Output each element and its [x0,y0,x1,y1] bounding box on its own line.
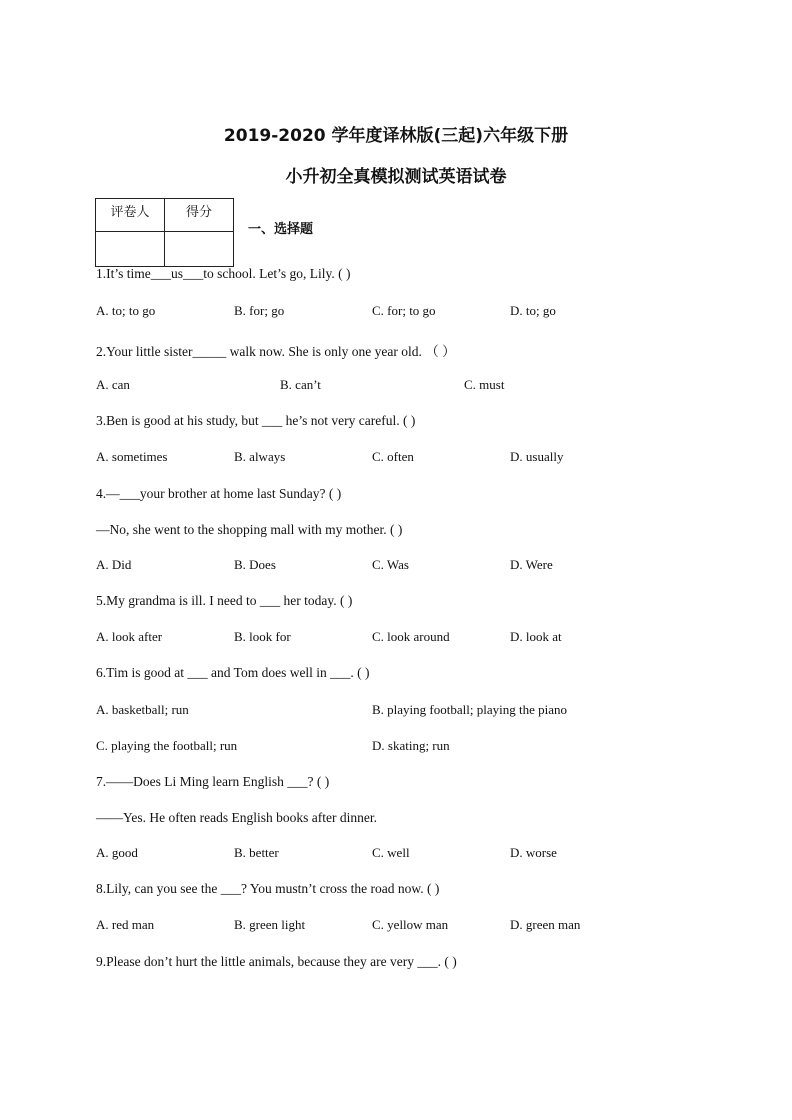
question-4-stem-reply: —No, she went to the shopping mall with my mother. ( ) [96,522,403,537]
question-5-option-c: C. look around [372,629,450,644]
question-7-option-c: C. well [372,845,410,860]
question-6-option-a: A. basketball; run [96,702,189,717]
question-3-option-a: A. sometimes [96,449,168,464]
question-6-option-b: B. playing football; playing the piano [372,702,567,717]
question-1-option-b: B. for; go [234,303,285,318]
question-1-option-c: C. for; to go [372,303,436,318]
question-7-stem: 7.——Does Li Ming learn English ___? ( ) [96,774,330,789]
question-6-option-c: C. playing the football; run [96,738,238,753]
question-8-option-c: C. yellow man [372,917,449,932]
question-3-option-d: D. usually [510,449,564,464]
question-4-option-b: B. Does [234,557,276,572]
question-1-stem: 1.It’s time___us___to school. Let’s go, Lily. ( ) [96,266,351,281]
question-5-stem: 5.My grandma is ill. I need to ___ her today. ( ) [96,593,353,608]
grader-header: 评卷人 [96,199,165,232]
question-3-option-c: C. often [372,449,414,464]
question-4-option-a: A. Did [96,557,132,572]
exam-title-line2: 小升初全真模拟测试英语试卷 [285,167,507,187]
score-header: 得分 [165,199,234,232]
question-7-option-b: B. better [234,845,279,860]
question-6-option-d: D. skating; run [372,738,450,753]
question-5-option-d: D. look at [510,629,562,644]
question-5-option-a: A. look after [96,629,163,644]
section-heading: 一、选择题 [248,222,314,237]
question-8-option-d: D. green man [510,917,581,932]
question-4-stem: 4.—___your brother at home last Sunday? ( ) [96,486,342,501]
question-9-stem: 9.Please don’t hurt the little animals, because they are very ___. ( ) [96,954,457,969]
grader-cell [96,232,165,267]
question-4-option-d: D. Were [510,557,553,572]
question-7-option-d: D. worse [510,845,557,860]
question-6-stem: 6.Tim is good at ___ and Tom does well in ___. ( ) [96,665,370,680]
question-1-option-a: A. to; to go [96,303,156,318]
question-3-option-b: B. always [234,449,286,464]
question-2-option-a: A. can [96,377,130,392]
question-2-option-c: C. must [464,377,505,392]
question-3-stem: 3.Ben is good at his study, but ___ he’s not very careful. ( ) [96,413,416,428]
question-8-stem: 8.Lily, can you see the ___? You mustn’t cross the road now. ( ) [96,881,440,896]
question-7-stem-reply: ——Yes. He often reads English books after dinner. [96,810,377,825]
question-8-option-b: B. green light [234,917,306,932]
question-5-option-b: B. look for [234,629,291,644]
question-2-stem: 2.Your little sister_____ walk now. She is only one year old. （ ） [96,344,456,359]
question-7-option-a: A. good [96,845,138,860]
score-cell [165,232,234,267]
question-2-option-b: B. can’t [280,377,321,392]
question-4-option-c: C. Was [372,557,409,572]
score-table [95,198,234,267]
question-1-option-d: D. to; go [510,303,556,318]
question-8-option-a: A. red man [96,917,155,932]
exam-title-line1: 2019-2020 学年度译林版(三起)六年级下册 [223,126,569,146]
